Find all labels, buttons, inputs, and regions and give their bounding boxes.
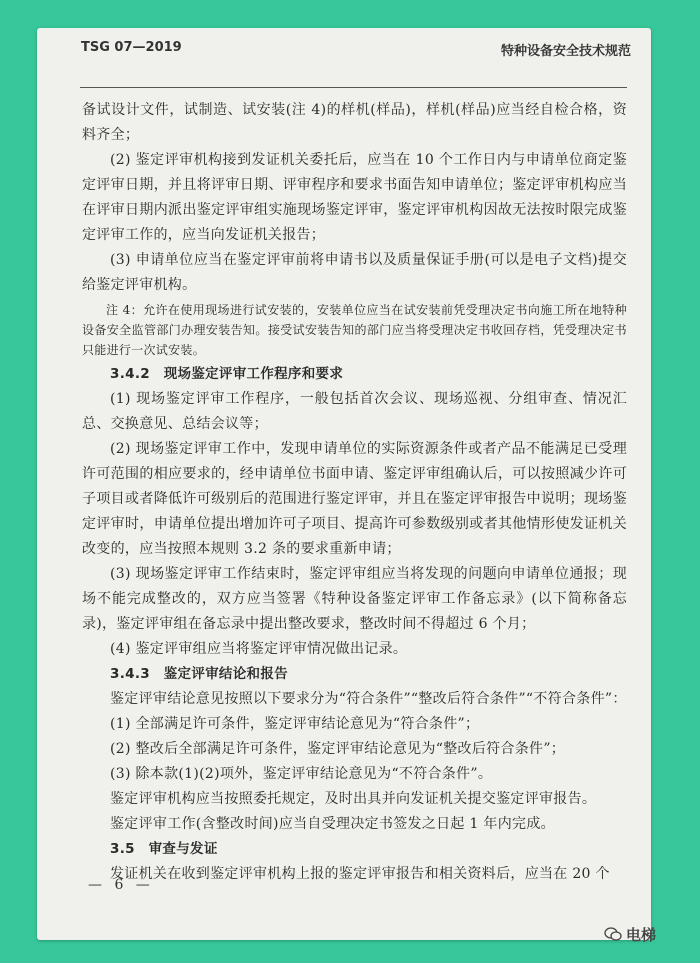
paragraph: (1) 现场鉴定评审工作程序，一般包括首次会议、现场巡视、分组审查、情况汇总、交换意见、总结会议等； (82, 391, 627, 432)
section-heading: 3.4.2 现场鉴定评审工作程序和要求 (110, 366, 344, 382)
paragraph: (2) 现场鉴定评审工作中，发现申请单位的实际资源条件或者产品不能满足已受理许可范围的相应要求的，经申请单位书面申请、鉴定评审组确认后，可以按照减少许可子项目或者降低许可级别后的范围进行鉴定评审，并且在鉴定评审报告中说明；现场鉴定评审时，申请单位提出增加许可子项目、提高许可参数级别或者其他情形使发证机关改变的，应当按照本规则 3.2 条的要求重新申请； (82, 441, 627, 557)
paragraph: (2) 整改后全部满足许可条件，鉴定评审结论意见为“整改后符合条件”； (110, 741, 566, 757)
header-divider (80, 87, 627, 88)
paragraph: (2) 鉴定评审机构接到发证机关委托后，应当在 10 个工作日内与申请单位商定鉴定评审日期，并且将评审日期、评审程序和要求书面告知申请单位；鉴定评审机构应当在评审日期内派出鉴定评审组实施现场鉴定评审，鉴定评审机构因故无法按时限完成鉴定评审工作的，应当向发证机关报告； (82, 152, 627, 243)
paragraph: (3) 现场鉴定评审工作结束时，鉴定评审组应当将发现的问题向申请单位通报；现场不能完成整改的，双方应当签署《特种设备鉴定评审工作备忘录》(以下简称备忘录)，鉴定评审组在备忘录中提出整改要求，整改时间不得超过 6 个月； (82, 566, 627, 632)
paragraph: 鉴定评审工作(含整改时间)应当自受理决定书签发之日起 1 年内完成。 (110, 816, 555, 832)
document-category: 特种设备安全技术规范 (500, 44, 631, 59)
paragraph: (3) 除本款(1)(2)项外，鉴定评审结论意见为“不符合条件”。 (110, 766, 493, 782)
account-badge: 电梯 (626, 926, 657, 944)
paragraph: (4) 鉴定评审组应当将鉴定评审情况做出记录。 (110, 641, 408, 657)
paragraph: 鉴定评审机构应当按照委托规定，及时出具并向发证机关提交鉴定评审报告。 (110, 791, 597, 807)
running-header (37, 40, 631, 70)
standard-code: TSG 07—2019 (81, 40, 182, 55)
paragraph: 鉴定评审结论意见按照以下要求分为“符合条件”“整改后符合条件”“不符合条件”： (110, 691, 627, 707)
wechat-icon (604, 927, 622, 941)
paragraph: 发证机关在收到鉴定评审机构上报的鉴定评审报告和相关资料后，应当在 20 个 (110, 866, 610, 882)
section-heading: 3.4.3 鉴定评审结论和报告 (110, 666, 288, 682)
section-heading: 3.5 审查与发证 (110, 841, 218, 857)
paragraph: (1) 全部满足许可条件，鉴定评审结论意见为“符合条件”； (110, 716, 480, 732)
page-number: — 6 — (88, 877, 154, 893)
body-text (82, 98, 627, 887)
note: 注 4：允许在使用现场进行试安装的，安装单位应当在试安装前凭受理决定书向施工所在地特种设备安全监管部门办理安装告知。接受试安装告知的部门应当将受理决定书收回存档，凭受理决定书只能进行一次试安装。 (82, 303, 627, 357)
paragraph: 备试设计文件，试制造、试安装(注 4)的样机(样品)，样机(样品)应当经自检合格，资料齐全； (82, 102, 627, 143)
paragraph: (3) 申请单位应当在鉴定评审前将申请书以及质量保证手册(可以是电子文档)提交给鉴定评审机构。 (82, 252, 627, 293)
